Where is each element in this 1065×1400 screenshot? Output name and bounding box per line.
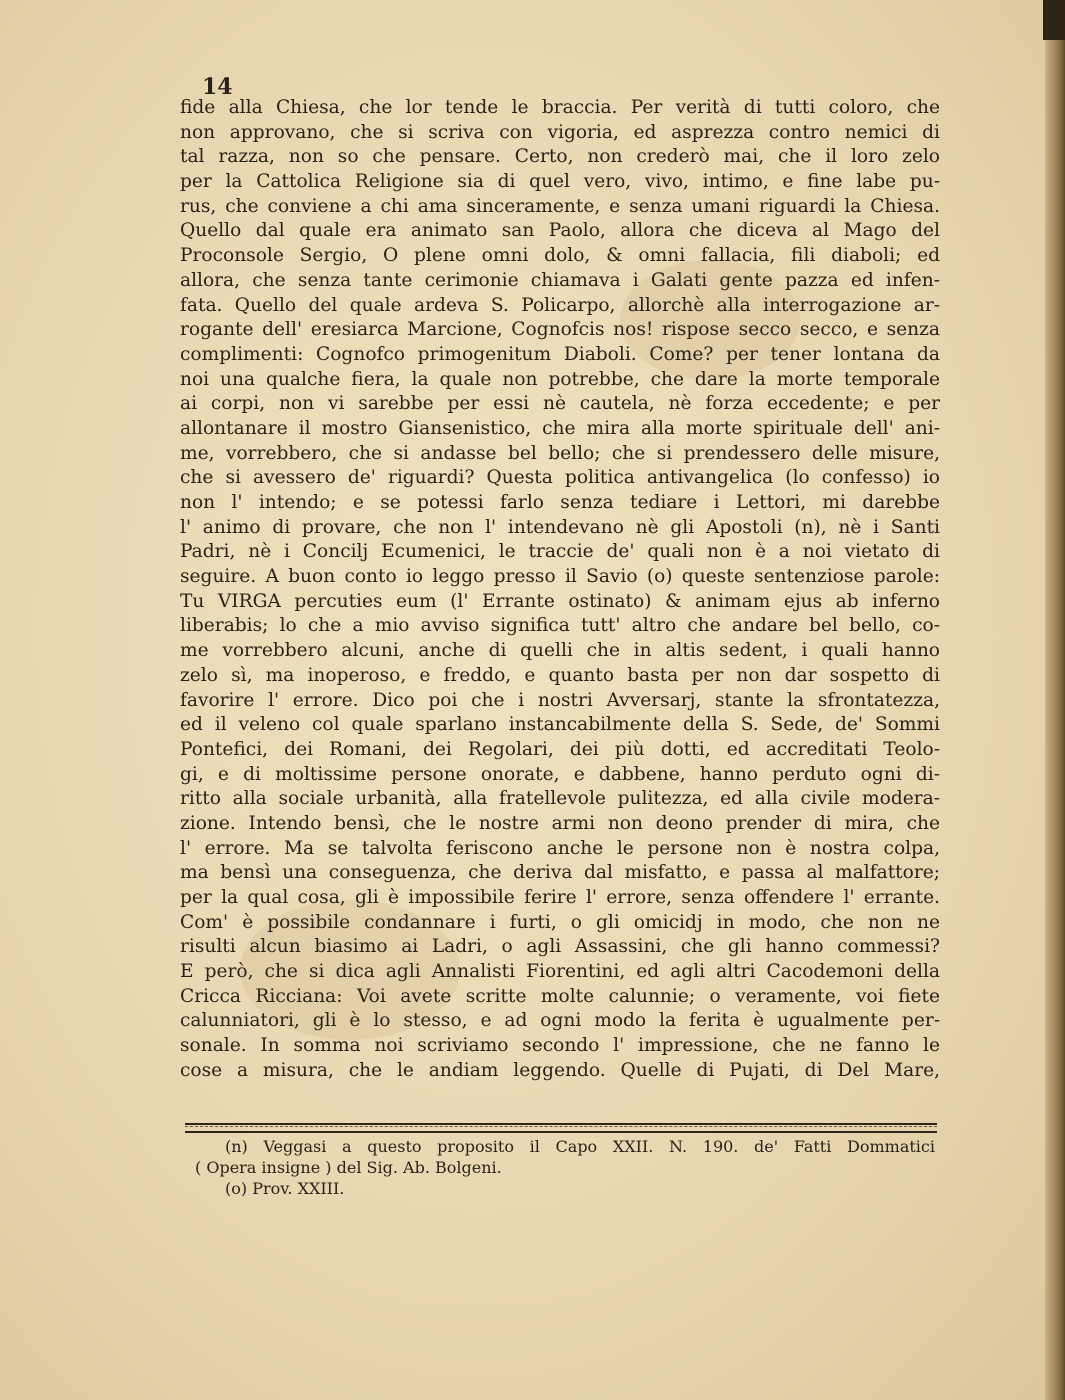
text-line: ma bensì una conseguenza, che deriva dal misfatto, e passa al malfattore; (180, 862, 940, 884)
text-line: rus, che conviene a chi ama sinceramente, e senza umani riguardi la Chiesa. (180, 195, 940, 217)
body-text (180, 96, 940, 1084)
text-line: me, vorrebbero, che si andasse bel bello; che si prendessero delle misure, (180, 442, 940, 464)
text-line: fata. Quello del quale ardeva S. Policarpo, allorchè alla interrogazione ar- (180, 294, 940, 316)
text-line: per la qual cosa, gli è impossibile ferire l' errore, senza offendere l' errante. (180, 887, 940, 908)
text-line: calunniatori, gli è lo stesso, e ad ogni modo la ferita è ugualmente per- (180, 1010, 940, 1032)
text-line: liberabis; lo che a mio avviso significa tutt' altro che andare bel bello, co- (180, 615, 940, 637)
page-spine-edge (1045, 0, 1065, 1400)
footnote-n-continued: ( Opera insigne ) del Sig. Ab. Bolgeni. (195, 1158, 502, 1177)
text-line: rogante dell' eresiarca Marcione, Cognofcis nos! rispose secco secco, e senza (180, 319, 940, 341)
text-line: Cricca Ricciana: Voi avete scritte molte calunnie; o veramente, voi fiete (180, 985, 940, 1007)
text-line: l' errore. Ma se talvolta feriscono anche le persone non è nostra colpa, (180, 837, 940, 859)
text-line: non l' intendo; e se potessi farlo senza tediare i Lettori, mi darebbe (180, 492, 940, 513)
text-line: tal razza, non so che pensare. Certo, non crederò mai, che il loro zelo (180, 146, 940, 168)
text-line: allora, che senza tante cerimonie chiamava i Galati gente pazza ed infen- (180, 269, 940, 291)
text-line: me vorrebbero alcuni, anche di quelli che in altis sedent, i quali hanno (180, 640, 940, 662)
text-line: Tu VIRGA percuties eum (l' Errante ostinato) & animam ejus ab inferno (180, 590, 940, 612)
text-line: allontanare il mostro Giansenistico, che mira alla morte spirituale dell' ani- (180, 417, 940, 439)
text-line: risulti alcun biasimo ai Ladri, o agli Assassini, che gli hanno commessi? (180, 936, 940, 958)
text-line: gi, e di moltissime persone onorate, e dabbene, hanno perduto ogni di- (180, 763, 940, 785)
text-line: Quello dal quale era animato san Paolo, allora che diceva al Mago del (180, 220, 940, 242)
footnotes (195, 1136, 935, 1199)
text-line: Com' è possibile condannare i furti, o gli omicidj in modo, che non ne (180, 911, 940, 933)
text-line: l' animo di provare, che non l' intendevano nè gli Apostoli (n), nè i Santi (180, 516, 940, 538)
text-line: zelo sì, ma inoperoso, e freddo, e quanto basta per non dar sospetto di (180, 664, 940, 686)
text-line: sonale. In somma noi scriviamo secondo l' impressione, che ne fanno le (180, 1035, 940, 1057)
footnote-separator-rule (185, 1123, 937, 1133)
text-line: ed il veleno col quale sparlano instancabilmente della S. Sede, de' Sommi (180, 714, 940, 736)
text-line: zione. Intendo bensì, che le nostre armi non deono prender di mira, che (180, 812, 940, 834)
text-line: per la Cattolica Religione sia di quel vero, vivo, intimo, e fine labe pu- (180, 171, 940, 193)
text-line: favorire l' errore. Dico poi che i nostri Avversarj, stante la sfrontatezza, (180, 689, 940, 711)
text-line: noi una qualche fiera, la quale non potrebbe, che dare la morte temporale (180, 368, 940, 390)
text-line: complimenti: Cognofco primogenitum Diaboli. Come? per tener lontana da (180, 343, 940, 365)
text-line: Pontefici, dei Romani, dei Regolari, dei più dotti, ed accreditati Teolo- (180, 738, 940, 760)
text-line: seguire. A buon conto io leggo presso il Savio (o) queste sentenziose parole: (180, 566, 940, 588)
page-corner-shadow (1043, 0, 1065, 40)
text-line: non approvano, che si scriva con vigoria, ed asprezza contro nemici di (180, 121, 940, 143)
text-line: Proconsole Sergio, O plene omni dolo, & omni fallacia, fili diaboli; ed (180, 245, 940, 267)
text-line: cose a misura, che le andiam leggendo. Quelle di Pujati, di Del Mare, (180, 1059, 940, 1081)
text-line: ritto alla sociale urbanità, alla fratellevole pulitezza, ed alla civile modera- (180, 788, 940, 810)
text-line: fide alla Chiesa, che lor tende le braccia. Per verità di tutti coloro, che (180, 97, 940, 118)
footnote-n: (n) Veggasi a questo proposito il Capo XXII. N. 190. de' Fatti Dommatici (225, 1137, 935, 1156)
text-line: che si avessero de' riguardi? Questa politica antivangelica (lo confesso) io (180, 467, 940, 489)
text-line: E però, che si dica agli Annalisti Fiorentini, ed agli altri Cacodemoni della (180, 961, 940, 983)
footnote-o: (o) Prov. XXIII. (225, 1179, 345, 1198)
text-line: ai corpi, non vi sarebbe per essi nè cautela, nè forza eccedente; e per (180, 393, 940, 415)
page-number: 14 (202, 74, 233, 100)
text-line: Padri, nè i Concilj Ecumenici, le traccie de' quali non è a noi vietato di (180, 541, 940, 563)
